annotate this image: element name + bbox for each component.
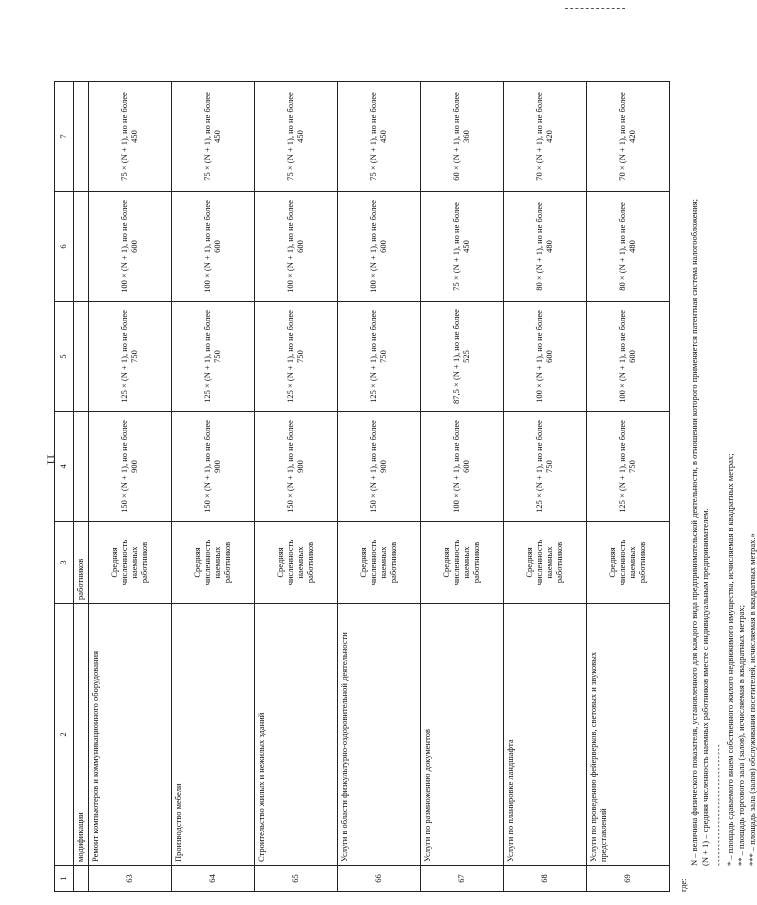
table-cell-unit: Средняя численность наемных работников — [338, 522, 421, 604]
continuation-row — [74, 82, 89, 892]
table-cell-num: 67 — [421, 866, 504, 892]
table-cell-c4: 125 × (N + 1), но не более 750 — [504, 412, 587, 522]
table-cell-c6: 100 × (N + 1), но не более 600 — [338, 192, 421, 302]
header-cell: 4 — [55, 412, 74, 522]
table-cell-c6: 80 × (N + 1), но не более 480 — [504, 192, 587, 302]
rotated-sheet — [54, 82, 757, 892]
note-n-definition: N – величина физического показателя, установленного для каждого вида предпринимательской деятельности, в отношении которого применяется патентная система налогообложения; — [689, 198, 700, 866]
table-cell-name: Услуги по размножению документов — [421, 604, 504, 866]
table-notes — [678, 82, 757, 892]
table-cell-c4: 150 × (N + 1), но не более 900 — [172, 412, 255, 522]
table-header-row — [55, 82, 74, 892]
table-cell-c5: 125 × (N + 1), но не более 750 — [255, 302, 338, 412]
header-cell: 2 — [55, 604, 74, 866]
table-cell-unit: Средняя численность наемных работников — [172, 522, 255, 604]
table-cell-c5: 125 × (N + 1), но не более 750 — [89, 302, 172, 412]
table-cell-c5: 125 × (N + 1), но не более 750 — [338, 302, 421, 412]
continuation-cell — [74, 866, 89, 892]
table-cell-num: 66 — [338, 866, 421, 892]
table-cell-name: Услуги по планировке ландшафта — [504, 604, 587, 866]
table-cell-unit: Средняя численность наемных работников — [255, 522, 338, 604]
table-cell-c4: 150 × (N + 1), но не более 900 — [89, 412, 172, 522]
table-cell-name: Услуги по проведению фейерверков, световых и звуковых представлений — [587, 604, 670, 866]
table-cell-c7: 75 × (N + 1), но не более 450 — [338, 82, 421, 192]
table-cell-c5: 125 × (N + 1), но не более 750 — [172, 302, 255, 412]
continuation-cell — [74, 192, 89, 302]
table-row — [338, 82, 421, 892]
top-dashed-line — [565, 8, 625, 13]
table-cell-unit: Средняя численность наемных работников — [504, 522, 587, 604]
footnote-2: ** – площадь торгового зала (залов), исчисляемая в квадратных метрах; — [735, 605, 746, 866]
table-cell-num: 68 — [504, 866, 587, 892]
note-n1-definition: (N + 1) – средняя численность наемных работников вместе с индивидуальным предпринимателем. — [700, 508, 711, 866]
table-cell-unit: Средняя численность наемных работников — [587, 522, 670, 604]
table-cell-c4: 100 × (N + 1), но не более 600 — [421, 412, 504, 522]
header-cell: 7 — [55, 82, 74, 192]
table-cell-c5: 87,5 × (N + 1), но не более 525 — [421, 302, 504, 412]
table-cell-c7: 75 × (N + 1), но не более 450 — [255, 82, 338, 192]
table-cell-c4: 150 × (N + 1), но не более 900 — [255, 412, 338, 522]
continuation-cell — [74, 302, 89, 412]
continuation-cell — [74, 412, 89, 522]
table-row — [504, 82, 587, 892]
table-cell-c7: 75 × (N + 1), но не более 450 — [89, 82, 172, 192]
table-row — [255, 82, 338, 892]
page-number: 11 — [44, 453, 59, 466]
table-row — [172, 82, 255, 892]
continuation-cell: модификации — [74, 604, 89, 866]
table-cell-c5: 100 × (N + 1), но не более 600 — [504, 302, 587, 412]
table-cell-c6: 80 × (N + 1), но не более 480 — [587, 192, 670, 302]
header-cell: 1 — [55, 866, 74, 892]
table-cell-c4: 125 × (N + 1), но не более 750 — [587, 412, 670, 522]
table-cell-c5: 100 × (N + 1), но не более 600 — [587, 302, 670, 412]
continuation-cell: работников — [74, 522, 89, 604]
table-row — [421, 82, 504, 892]
table-cell-c4: 150 × (N + 1), но не более 900 — [338, 412, 421, 522]
continuation-cell — [74, 82, 89, 192]
table-row — [587, 82, 670, 892]
table-cell-unit: Средняя численность наемных работников — [89, 522, 172, 604]
table-cell-c7: 60 × (N + 1), но не более 360 — [421, 82, 504, 192]
table-cell-c6: 100 × (N + 1), но не более 600 — [172, 192, 255, 302]
table-cell-num: 63 — [89, 866, 172, 892]
table-row — [89, 82, 172, 892]
table-cell-c7: 75 × (N + 1), но не более 450 — [172, 82, 255, 192]
footnote-1: * – площадь сдаваемого внаем собственного жилого недвижимого имущества, исчисляемая в квадратных метрах; — [724, 453, 735, 866]
table-cell-c7: 70 × (N + 1), но не более 420 — [504, 82, 587, 192]
table-cell-unit: Средняя численность наемных работников — [421, 522, 504, 604]
footnote-3: *** – площадь зала (залов) обслуживания посетителей, исчисляемая в квадратных метрах.» — [747, 533, 757, 866]
table-cell-name: Услуги в области физкультурно-оздоровительной деятельности — [338, 604, 421, 866]
note-separator: -------------------------------- — [712, 743, 723, 866]
header-cell: 6 — [55, 192, 74, 302]
table-cell-name: Строительство жилых и нежилых зданий — [255, 604, 338, 866]
table-cell-c6: 100 × (N + 1), но не более 600 — [255, 192, 338, 302]
table-cell-c6: 75 × (N + 1), но не более 450 — [421, 192, 504, 302]
table-cell-name: Ремонт компьютеров и коммуникационного оборудования — [89, 604, 172, 866]
table-cell-num: 64 — [172, 866, 255, 892]
patent-tax-table — [54, 81, 670, 892]
table-cell-num: 69 — [587, 866, 670, 892]
header-cell: 5 — [55, 302, 74, 412]
table-cell-c7: 70 × (N + 1), но не более 420 — [587, 82, 670, 192]
table-cell-num: 65 — [255, 866, 338, 892]
table-cell-name: Производство мебели — [172, 604, 255, 866]
header-cell: 3 — [55, 522, 74, 604]
note-where: где: — [678, 878, 688, 892]
table-cell-c6: 100 × (N + 1), но не более 600 — [89, 192, 172, 302]
